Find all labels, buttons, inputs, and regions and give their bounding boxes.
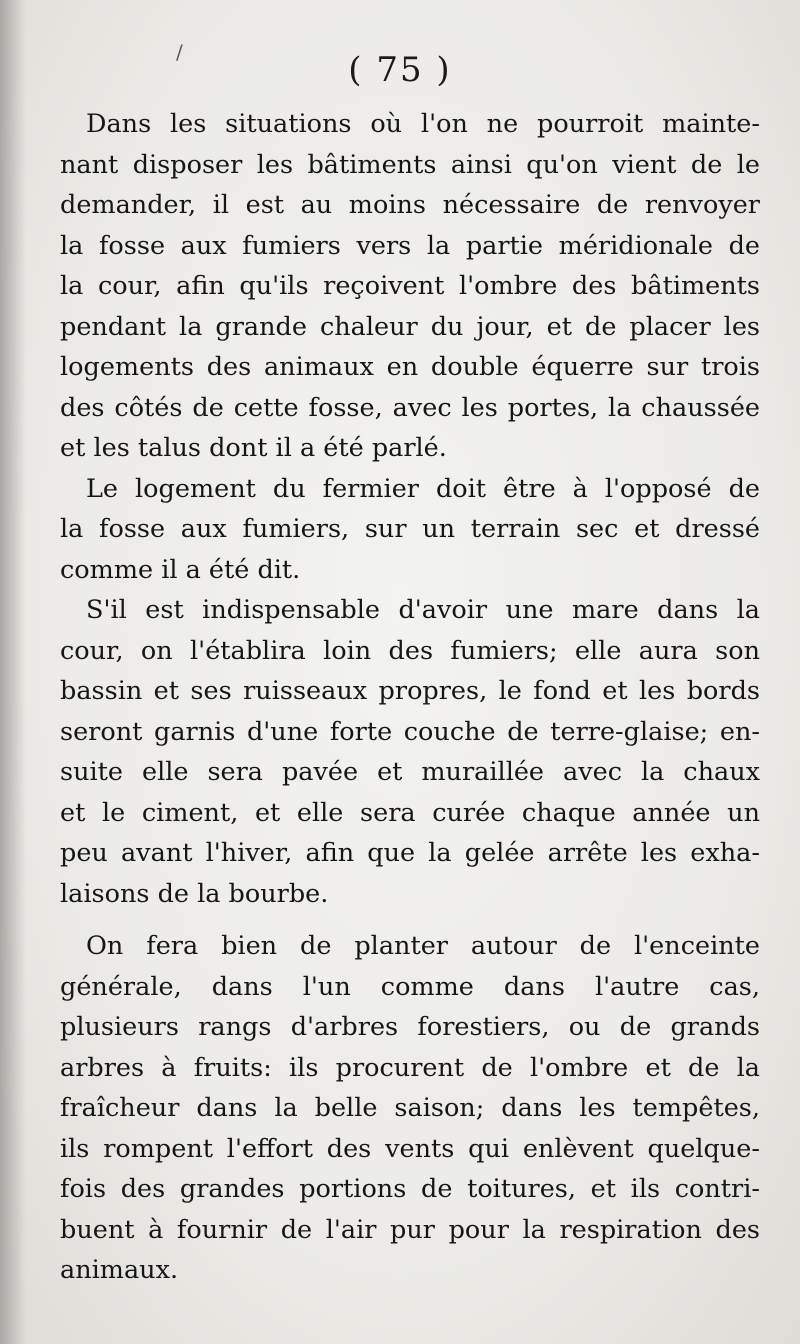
text-line: laisons de la bourbe. (60, 878, 329, 909)
text-line: et les talus dont il a été parlé. (60, 433, 447, 463)
text-line: logements des animaux en double équerre sur trois (60, 352, 760, 382)
paragraph-2 (60, 469, 760, 591)
text-line: Le logement du fermier doit être à l'opposé de (86, 473, 760, 504)
text-line: et le ciment, et elle sera curée chaque année un (60, 797, 760, 828)
text-line: la cour, afin qu'ils reçoivent l'ombre des bâtiments (60, 271, 760, 301)
text-line: plusieurs rangs d'arbres forestiers, ou de grands (60, 1012, 760, 1042)
text-line: suite elle sera pavée et muraillée avec la chaux (60, 757, 760, 787)
paragraph-3 (60, 590, 760, 914)
text-line: ils rompent l'effort des vents qui enlèvent quelque- (60, 1133, 760, 1164)
body-text (60, 104, 760, 1291)
text-line: la fosse aux fumiers, sur un terrain sec et dressé (60, 514, 760, 544)
text-line: animaux. (60, 1255, 179, 1285)
stray-mark: / (176, 40, 183, 64)
binding-shadow (0, 0, 26, 1344)
text-line: seront garnis d'une forte couche de terre-glaise; en- (60, 716, 760, 747)
text-line: buent à fournir de l'air pur pour la respiration des (60, 1214, 760, 1245)
text-line: nant disposer les bâtiments ainsi qu'on vient de le (60, 149, 760, 180)
text-line: bassin et ses ruisseaux propres, le fond et les bords (60, 676, 760, 706)
page-number: ( 75 ) (348, 50, 452, 90)
text-line: pendant la grande chaleur du jour, et de placer les (60, 311, 760, 342)
text-line: peu avant l'hiver, afin que la gelée arrête les exha- (60, 838, 760, 868)
text-line: arbres à fruits: ils procurent de l'ombre et de la (60, 1052, 760, 1083)
text-line: la fosse aux fumiers vers la partie méridionale de (60, 230, 760, 261)
text-line: cour, on l'établira loin des fumiers; elle aura son (60, 635, 760, 666)
text-line: fraîcheur dans la belle saison; dans les tempêtes, (60, 1093, 760, 1123)
text-line: des côtés de cette fosse, avec les portes, la chaussée (60, 392, 760, 423)
text-line: générale, dans l'un comme dans l'autre cas, (60, 971, 760, 1002)
paragraph-gap (60, 914, 760, 926)
text-line: On fera bien de planter autour de l'enceinte (86, 931, 760, 961)
text-line: comme il a été dit. (60, 554, 301, 585)
text-line: S'il est indispensable d'avoir une mare dans la (86, 595, 760, 625)
text-line: fois des grandes portions de toitures, et ils contri- (60, 1174, 760, 1204)
text-line: Dans les situations où l'on ne pourroit mainte- (86, 109, 760, 139)
paragraph-1 (60, 104, 760, 469)
paragraph-4 (60, 926, 760, 1291)
text-line: demander, il est au moins nécessaire de renvoyer (60, 190, 760, 220)
